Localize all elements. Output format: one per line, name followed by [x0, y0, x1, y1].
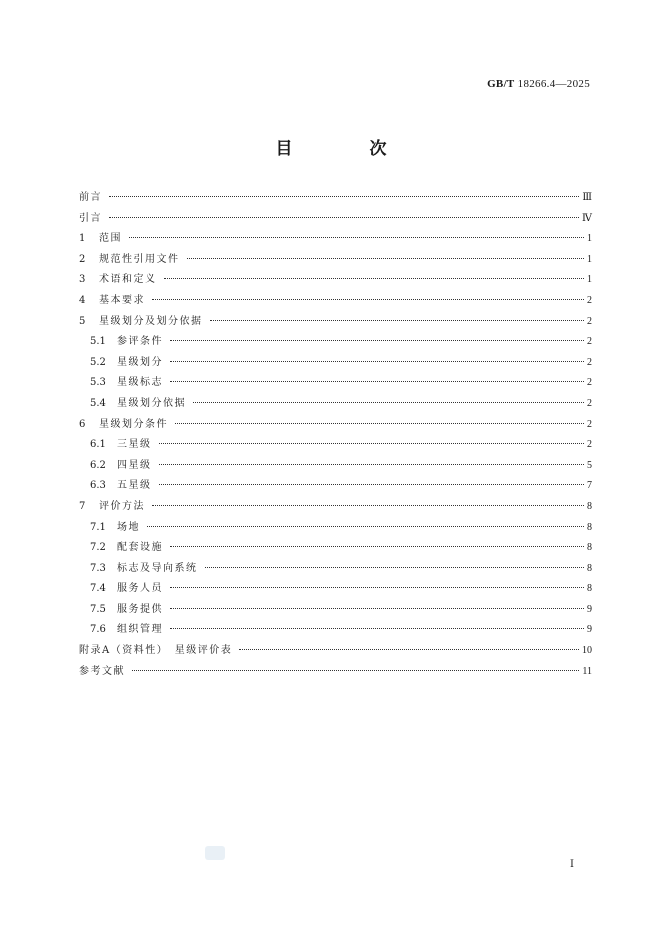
toc-entry-label: 组织管理 — [117, 624, 163, 636]
toc-entry-label: 星级划分及划分依据 — [99, 315, 203, 327]
toc-entry-label: 术语和定义 — [99, 274, 157, 286]
toc-entry-number: 7.2 — [90, 542, 106, 554]
toc-entry-label: 星级划分 — [117, 356, 163, 368]
toc-entry-label: 引言 — [79, 212, 102, 224]
toc-entry-label: 标志及导向系统 — [117, 562, 198, 574]
toc-title: 目 次 — [275, 139, 417, 159]
toc-entry-label: 四星级 — [117, 459, 152, 471]
toc-entry-page: 1 — [587, 233, 592, 245]
toc-entry-number: 7.4 — [90, 583, 106, 595]
toc-entry-number: 4 — [79, 294, 86, 306]
dot-leader — [109, 217, 579, 218]
toc-entry[interactable] — [79, 415, 592, 436]
toc-entry-number: 2 — [79, 253, 86, 265]
toc-entry[interactable] — [79, 312, 592, 333]
toc-entry[interactable] — [79, 579, 592, 600]
toc-entry-label: 三星级 — [117, 439, 152, 451]
dot-leader — [159, 464, 585, 465]
toc-entry-number: 6.2 — [90, 459, 106, 471]
dot-leader — [159, 484, 585, 485]
toc-entry[interactable] — [79, 641, 592, 662]
toc-entry[interactable] — [79, 229, 592, 250]
dot-leader — [175, 423, 584, 424]
toc-entry-page: 2 — [587, 356, 592, 368]
toc-entry-page: 10 — [582, 645, 592, 657]
dot-leader — [170, 361, 584, 362]
standard-code — [487, 78, 590, 90]
toc-entry-number: 5.2 — [90, 356, 106, 368]
toc-entry[interactable] — [79, 662, 592, 683]
toc-entry-page: 2 — [587, 397, 592, 409]
dot-leader — [132, 670, 579, 671]
toc-entry-number: 5.1 — [90, 336, 106, 348]
dot-leader — [170, 381, 584, 382]
toc-entry-label: 星级划分条件 — [99, 418, 168, 430]
toc-entry[interactable] — [79, 291, 592, 312]
toc-entry-label: 规范性引用文件 — [99, 253, 180, 265]
toc-entry[interactable] — [79, 209, 592, 230]
toc-entry[interactable] — [79, 188, 592, 209]
toc-entry-number: 7 — [79, 500, 86, 512]
toc-entry-label: 范围 — [99, 233, 122, 245]
toc-entry-number: 5 — [79, 315, 86, 327]
toc-entry-number: 6.3 — [90, 480, 106, 492]
toc-entry[interactable] — [79, 435, 592, 456]
dot-leader — [205, 567, 585, 568]
toc-entry[interactable] — [79, 270, 592, 291]
toc-entry-page: 2 — [587, 315, 592, 327]
toc-entry[interactable] — [79, 456, 592, 477]
toc-entry-label: 评价方法 — [99, 500, 145, 512]
dot-leader — [170, 340, 584, 341]
dot-leader — [164, 278, 585, 279]
toc-entry-page: 1 — [587, 253, 592, 265]
toc-entry-label: 场地 — [117, 521, 140, 533]
toc-entry-label: 参考文献 — [79, 665, 125, 677]
toc-entry-page: 2 — [587, 294, 592, 306]
toc-entry[interactable] — [79, 394, 592, 415]
toc-entry[interactable] — [79, 497, 592, 518]
toc-entry-label: 参评条件 — [117, 336, 163, 348]
toc-entry-page: 8 — [587, 562, 592, 574]
toc-entry-label: 服务人员 — [117, 583, 163, 595]
toc-entry-label: 配套设施 — [117, 542, 163, 554]
toc-entry-page: 2 — [587, 418, 592, 430]
toc-entry-page: 5 — [587, 459, 592, 471]
dot-leader — [152, 299, 584, 300]
toc-entry-page: 8 — [587, 583, 592, 595]
toc-entry[interactable] — [79, 600, 592, 621]
toc-entry-number: 1 — [79, 233, 86, 245]
toc-entry-page: 9 — [587, 603, 592, 615]
toc-entry[interactable] — [79, 538, 592, 559]
toc-entry-page: Ⅳ — [582, 212, 592, 224]
dot-leader — [170, 587, 584, 588]
toc-entry-page: 8 — [587, 500, 592, 512]
toc-entry-number: 7.5 — [90, 603, 106, 615]
toc-entry-number: 6 — [79, 418, 86, 430]
standard-number: 18266.4—2025 — [517, 78, 590, 90]
dot-leader — [210, 320, 585, 321]
toc-entry-page: 8 — [587, 542, 592, 554]
toc-entry[interactable] — [79, 373, 592, 394]
toc-entry[interactable] — [79, 559, 592, 580]
dot-leader — [129, 237, 584, 238]
toc-entry[interactable] — [79, 332, 592, 353]
toc-entry-number: 7.3 — [90, 562, 106, 574]
toc-entry-label: 附录A（资料性） 星级评价表 — [79, 645, 233, 657]
toc-entry-label: 服务提供 — [117, 603, 163, 615]
toc-list — [79, 188, 592, 682]
standard-prefix: GB/T — [487, 78, 515, 90]
page-number: Ⅰ — [570, 859, 574, 870]
toc-entry-number: 3 — [79, 274, 86, 286]
toc-entry-label: 基本要求 — [99, 294, 145, 306]
dot-leader — [187, 258, 585, 259]
toc-entry-number: 7.6 — [90, 624, 106, 636]
toc-entry-page: 7 — [587, 480, 592, 492]
toc-entry[interactable] — [79, 620, 592, 641]
dot-leader — [159, 443, 585, 444]
toc-entry[interactable] — [79, 476, 592, 497]
watermark-logo — [205, 846, 225, 860]
toc-entry-page: 2 — [587, 336, 592, 348]
dot-leader — [170, 546, 584, 547]
toc-entry-number: 5.4 — [90, 397, 106, 409]
toc-entry-page: 2 — [587, 377, 592, 389]
toc-entry-number: 6.1 — [90, 439, 106, 451]
toc-entry-number: 7.1 — [90, 521, 106, 533]
toc-entry[interactable] — [79, 250, 592, 271]
toc-entry[interactable] — [79, 353, 592, 374]
toc-entry-page: 8 — [587, 521, 592, 533]
toc-entry-label: 星级划分依据 — [117, 397, 186, 409]
toc-entry-page: 2 — [587, 439, 592, 451]
dot-leader — [170, 608, 584, 609]
dot-leader — [147, 526, 584, 527]
toc-entry-page: 9 — [587, 624, 592, 636]
dot-leader — [152, 505, 584, 506]
dot-leader — [193, 402, 584, 403]
toc-entry-label: 五星级 — [117, 480, 152, 492]
toc-entry-number: 5.3 — [90, 377, 106, 389]
toc-entry-page: 11 — [582, 665, 592, 677]
dot-leader — [239, 649, 579, 650]
toc-entry[interactable] — [79, 518, 592, 539]
dot-leader — [109, 196, 579, 197]
toc-entry-page: 1 — [587, 274, 592, 286]
toc-entry-label: 前言 — [79, 192, 102, 203]
dot-leader — [170, 628, 584, 629]
toc-entry-page: Ⅲ — [582, 192, 592, 203]
toc-entry-label: 星级标志 — [117, 377, 163, 389]
